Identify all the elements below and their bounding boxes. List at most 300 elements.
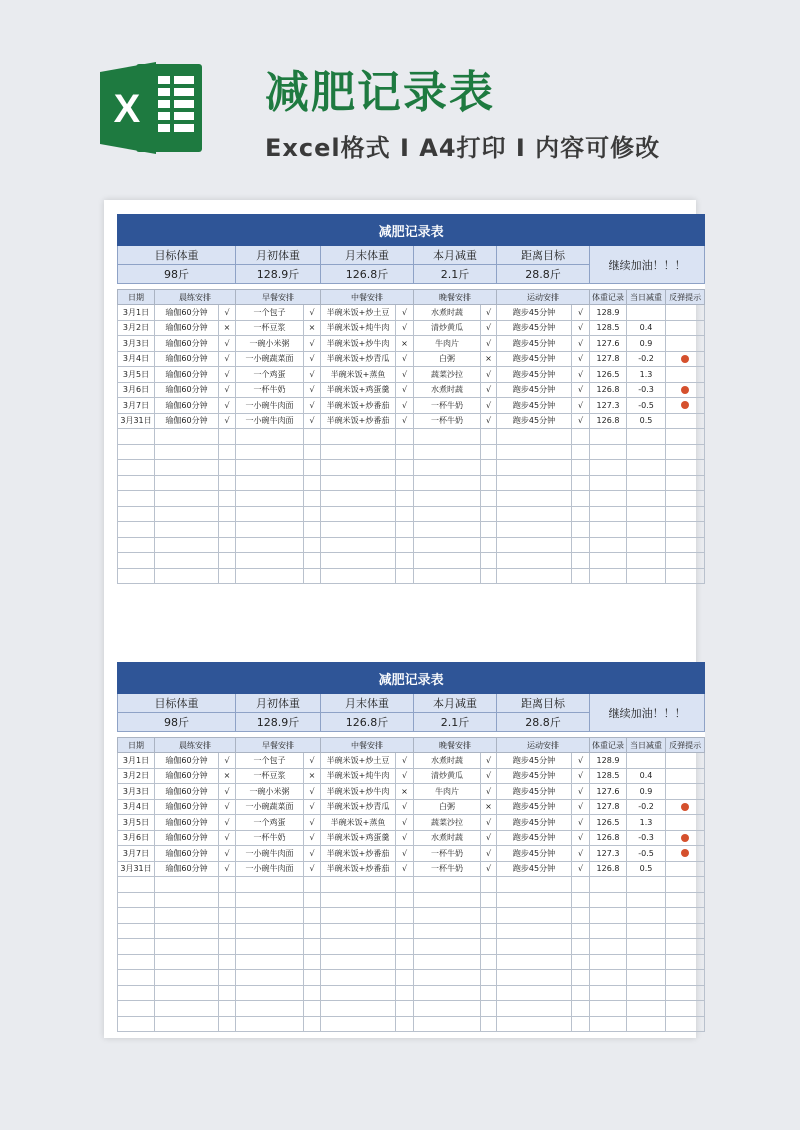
cell-breakfast-check[interactable]: √	[304, 305, 321, 321]
cell-morning-check[interactable]: √	[219, 351, 236, 367]
cell-breakfast[interactable]: 一个包子	[236, 753, 304, 769]
cell-breakfast[interactable]: 一小碗蔬菜面	[236, 351, 304, 367]
summary-label-end[interactable]: 月末体重	[321, 694, 414, 713]
cell-dinner[interactable]: 牛肉片	[414, 784, 481, 800]
cell-date[interactable]: 3月31日	[118, 861, 155, 877]
empty-cell[interactable]	[304, 460, 321, 476]
empty-cell[interactable]	[155, 568, 219, 584]
empty-cell[interactable]	[321, 892, 396, 908]
cell-lunch-check[interactable]: ×	[396, 336, 414, 352]
empty-cell[interactable]	[627, 568, 666, 584]
empty-cell[interactable]	[572, 970, 590, 986]
empty-cell[interactable]	[155, 954, 219, 970]
motto-cell[interactable]: 继续加油！！！	[590, 246, 705, 284]
empty-cell[interactable]	[321, 877, 396, 893]
cell-exercise[interactable]: 跑步45分钟	[497, 382, 572, 398]
empty-cell[interactable]	[118, 553, 155, 569]
cell-exercise-check[interactable]: √	[572, 799, 590, 815]
cell-weight[interactable]: 126.8	[590, 830, 627, 846]
empty-cell[interactable]	[497, 429, 572, 445]
summary-value-target[interactable]: 98斤	[118, 713, 236, 732]
cell-morning-check[interactable]: √	[219, 815, 236, 831]
empty-cell[interactable]	[481, 522, 497, 538]
empty-cell[interactable]	[666, 429, 705, 445]
motto-cell[interactable]: 继续加油！！！	[590, 694, 705, 732]
summary-value-end[interactable]: 126.8斤	[321, 713, 414, 732]
summary-label-monthly-loss[interactable]: 本月减重	[414, 694, 497, 713]
empty-cell[interactable]	[627, 939, 666, 955]
empty-cell[interactable]	[590, 1001, 627, 1017]
cell-exercise-check[interactable]: √	[572, 815, 590, 831]
cell-lunch[interactable]: 半碗米饭+炒番茄	[321, 398, 396, 414]
cell-rebound[interactable]	[666, 305, 705, 321]
empty-cell[interactable]	[219, 506, 236, 522]
empty-cell[interactable]	[414, 491, 481, 507]
cell-morning-check[interactable]: √	[219, 398, 236, 414]
empty-cell[interactable]	[666, 444, 705, 460]
cell-rebound[interactable]	[666, 861, 705, 877]
empty-cell[interactable]	[118, 537, 155, 553]
summary-label-target[interactable]: 目标体重	[118, 246, 236, 265]
empty-cell[interactable]	[590, 553, 627, 569]
cell-daily-loss[interactable]: -0.5	[627, 398, 666, 414]
empty-cell[interactable]	[590, 908, 627, 924]
cell-breakfast-check[interactable]: √	[304, 799, 321, 815]
cell-exercise[interactable]: 跑步45分钟	[497, 784, 572, 800]
cell-morning-check[interactable]: √	[219, 305, 236, 321]
col-header-breakfast[interactable]: 早餐安排	[236, 290, 321, 305]
cell-daily-loss[interactable]: -0.5	[627, 846, 666, 862]
cell-date[interactable]: 3月1日	[118, 753, 155, 769]
empty-cell[interactable]	[627, 506, 666, 522]
empty-cell[interactable]	[414, 537, 481, 553]
cell-morning[interactable]: 瑜伽60分钟	[155, 413, 219, 429]
empty-cell[interactable]	[155, 1016, 219, 1032]
empty-cell[interactable]	[572, 908, 590, 924]
cell-morning-check[interactable]: √	[219, 830, 236, 846]
cell-exercise[interactable]: 跑步45分钟	[497, 846, 572, 862]
cell-dinner[interactable]: 水煮时蔬	[414, 753, 481, 769]
cell-date[interactable]: 3月2日	[118, 768, 155, 784]
empty-cell[interactable]	[321, 475, 396, 491]
empty-cell[interactable]	[321, 1016, 396, 1032]
cell-lunch[interactable]: 半碗米饭+鸡蛋羹	[321, 830, 396, 846]
empty-cell[interactable]	[219, 522, 236, 538]
empty-cell[interactable]	[155, 522, 219, 538]
empty-cell[interactable]	[396, 491, 414, 507]
cell-date[interactable]: 3月7日	[118, 846, 155, 862]
empty-cell[interactable]	[572, 568, 590, 584]
empty-cell[interactable]	[219, 985, 236, 1001]
empty-cell[interactable]	[236, 429, 304, 445]
empty-cell[interactable]	[396, 939, 414, 955]
empty-cell[interactable]	[414, 985, 481, 1001]
empty-cell[interactable]	[396, 985, 414, 1001]
empty-cell[interactable]	[572, 985, 590, 1001]
cell-lunch-check[interactable]: √	[396, 846, 414, 862]
cell-lunch[interactable]: 半碗米饭+炒土豆	[321, 305, 396, 321]
empty-cell[interactable]	[236, 444, 304, 460]
empty-cell[interactable]	[414, 970, 481, 986]
empty-cell[interactable]	[414, 444, 481, 460]
empty-cell[interactable]	[321, 491, 396, 507]
empty-cell[interactable]	[414, 568, 481, 584]
empty-cell[interactable]	[572, 429, 590, 445]
empty-cell[interactable]	[572, 1016, 590, 1032]
empty-cell[interactable]	[497, 460, 572, 476]
cell-lunch-check[interactable]: √	[396, 799, 414, 815]
empty-cell[interactable]	[497, 1016, 572, 1032]
empty-cell[interactable]	[304, 877, 321, 893]
cell-morning-check[interactable]: √	[219, 336, 236, 352]
empty-cell[interactable]	[219, 970, 236, 986]
cell-dinner-check[interactable]: √	[481, 367, 497, 383]
cell-lunch-check[interactable]: √	[396, 320, 414, 336]
cell-morning[interactable]: 瑜伽60分钟	[155, 861, 219, 877]
cell-dinner-check[interactable]: √	[481, 768, 497, 784]
empty-cell[interactable]	[627, 892, 666, 908]
cell-morning[interactable]: 瑜伽60分钟	[155, 768, 219, 784]
summary-label-start[interactable]: 月初体重	[236, 694, 321, 713]
cell-date[interactable]: 3月7日	[118, 398, 155, 414]
empty-cell[interactable]	[572, 537, 590, 553]
cell-daily-loss[interactable]: 1.3	[627, 815, 666, 831]
empty-cell[interactable]	[321, 908, 396, 924]
cell-exercise-check[interactable]: √	[572, 320, 590, 336]
empty-cell[interactable]	[497, 970, 572, 986]
empty-cell[interactable]	[155, 908, 219, 924]
cell-dinner[interactable]: 清炒黄瓜	[414, 320, 481, 336]
empty-cell[interactable]	[236, 908, 304, 924]
cell-exercise[interactable]: 跑步45分钟	[497, 830, 572, 846]
cell-daily-loss[interactable]: 0.9	[627, 336, 666, 352]
cell-breakfast[interactable]: 一杯牛奶	[236, 830, 304, 846]
empty-cell[interactable]	[666, 939, 705, 955]
cell-breakfast-check[interactable]: √	[304, 753, 321, 769]
col-header-loss[interactable]: 当日减重	[627, 738, 666, 753]
empty-cell[interactable]	[396, 1016, 414, 1032]
cell-dinner[interactable]: 一杯牛奶	[414, 398, 481, 414]
empty-cell[interactable]	[481, 985, 497, 1001]
empty-cell[interactable]	[481, 877, 497, 893]
col-header-rebound[interactable]: 反弹提示	[666, 738, 705, 753]
col-header-morning[interactable]: 晨练安排	[155, 738, 236, 753]
empty-cell[interactable]	[396, 460, 414, 476]
empty-cell[interactable]	[414, 1016, 481, 1032]
cell-morning[interactable]: 瑜伽60分钟	[155, 367, 219, 383]
cell-exercise-check[interactable]: √	[572, 336, 590, 352]
empty-cell[interactable]	[396, 444, 414, 460]
empty-cell[interactable]	[118, 568, 155, 584]
empty-cell[interactable]	[590, 491, 627, 507]
cell-lunch-check[interactable]: √	[396, 753, 414, 769]
cell-dinner-check[interactable]: √	[481, 413, 497, 429]
summary-label-distance[interactable]: 距离目标	[497, 694, 590, 713]
empty-cell[interactable]	[236, 1001, 304, 1017]
cell-daily-loss[interactable]	[627, 753, 666, 769]
cell-morning-check[interactable]: √	[219, 799, 236, 815]
empty-cell[interactable]	[497, 491, 572, 507]
cell-morning[interactable]: 瑜伽60分钟	[155, 784, 219, 800]
empty-cell[interactable]	[219, 1001, 236, 1017]
cell-lunch-check[interactable]: ×	[396, 784, 414, 800]
cell-dinner[interactable]: 蔬菜沙拉	[414, 815, 481, 831]
empty-cell[interactable]	[627, 985, 666, 1001]
empty-cell[interactable]	[396, 429, 414, 445]
empty-cell[interactable]	[118, 985, 155, 1001]
cell-morning-check[interactable]: √	[219, 367, 236, 383]
empty-cell[interactable]	[304, 923, 321, 939]
empty-cell[interactable]	[304, 475, 321, 491]
cell-morning-check[interactable]: ×	[219, 320, 236, 336]
cell-date[interactable]: 3月6日	[118, 830, 155, 846]
cell-rebound[interactable]	[666, 846, 705, 862]
summary-label-monthly-loss[interactable]: 本月减重	[414, 246, 497, 265]
empty-cell[interactable]	[481, 923, 497, 939]
empty-cell[interactable]	[497, 892, 572, 908]
col-header-breakfast[interactable]: 早餐安排	[236, 738, 321, 753]
empty-cell[interactable]	[590, 537, 627, 553]
cell-breakfast-check[interactable]: √	[304, 830, 321, 846]
cell-breakfast[interactable]: 一个鸡蛋	[236, 367, 304, 383]
cell-morning[interactable]: 瑜伽60分钟	[155, 398, 219, 414]
cell-breakfast[interactable]: 一个鸡蛋	[236, 815, 304, 831]
cell-breakfast-check[interactable]: √	[304, 351, 321, 367]
empty-cell[interactable]	[666, 908, 705, 924]
empty-cell[interactable]	[236, 970, 304, 986]
col-header-rebound[interactable]: 反弹提示	[666, 290, 705, 305]
empty-cell[interactable]	[666, 985, 705, 1001]
empty-cell[interactable]	[155, 553, 219, 569]
empty-cell[interactable]	[321, 923, 396, 939]
empty-cell[interactable]	[414, 892, 481, 908]
empty-cell[interactable]	[572, 553, 590, 569]
cell-dinner[interactable]: 白粥	[414, 351, 481, 367]
empty-cell[interactable]	[321, 537, 396, 553]
empty-cell[interactable]	[414, 460, 481, 476]
empty-cell[interactable]	[321, 1001, 396, 1017]
empty-cell[interactable]	[481, 537, 497, 553]
cell-morning[interactable]: 瑜伽60分钟	[155, 320, 219, 336]
cell-exercise-check[interactable]: √	[572, 753, 590, 769]
empty-cell[interactable]	[627, 970, 666, 986]
cell-date[interactable]: 3月3日	[118, 336, 155, 352]
empty-cell[interactable]	[481, 1001, 497, 1017]
cell-dinner-check[interactable]: √	[481, 861, 497, 877]
cell-exercise[interactable]: 跑步45分钟	[497, 768, 572, 784]
cell-date[interactable]: 3月3日	[118, 784, 155, 800]
cell-dinner[interactable]: 清炒黄瓜	[414, 768, 481, 784]
cell-breakfast-check[interactable]: √	[304, 398, 321, 414]
empty-cell[interactable]	[497, 908, 572, 924]
empty-cell[interactable]	[572, 954, 590, 970]
empty-cell[interactable]	[118, 491, 155, 507]
cell-lunch-check[interactable]: √	[396, 351, 414, 367]
cell-dinner-check[interactable]: √	[481, 398, 497, 414]
empty-cell[interactable]	[627, 537, 666, 553]
cell-daily-loss[interactable]: 0.4	[627, 768, 666, 784]
cell-exercise-check[interactable]: √	[572, 305, 590, 321]
col-header-morning[interactable]: 晨练安排	[155, 290, 236, 305]
cell-breakfast[interactable]: 一小碗牛肉面	[236, 398, 304, 414]
empty-cell[interactable]	[414, 877, 481, 893]
summary-label-start[interactable]: 月初体重	[236, 246, 321, 265]
cell-dinner-check[interactable]: √	[481, 830, 497, 846]
cell-exercise[interactable]: 跑步45分钟	[497, 320, 572, 336]
empty-cell[interactable]	[304, 506, 321, 522]
empty-cell[interactable]	[572, 444, 590, 460]
empty-cell[interactable]	[627, 1016, 666, 1032]
cell-lunch-check[interactable]: √	[396, 398, 414, 414]
cell-exercise[interactable]: 跑步45分钟	[497, 799, 572, 815]
cell-lunch[interactable]: 半碗米饭+炒牛肉	[321, 784, 396, 800]
cell-lunch-check[interactable]: √	[396, 367, 414, 383]
cell-dinner-check[interactable]: √	[481, 382, 497, 398]
col-header-exercise[interactable]: 运动安排	[497, 738, 590, 753]
cell-date[interactable]: 3月6日	[118, 382, 155, 398]
cell-lunch-check[interactable]: √	[396, 305, 414, 321]
empty-cell[interactable]	[481, 1016, 497, 1032]
empty-cell[interactable]	[304, 568, 321, 584]
empty-cell[interactable]	[666, 877, 705, 893]
cell-lunch-check[interactable]: √	[396, 830, 414, 846]
cell-weight[interactable]: 128.9	[590, 753, 627, 769]
cell-lunch-check[interactable]: √	[396, 413, 414, 429]
empty-cell[interactable]	[155, 939, 219, 955]
empty-cell[interactable]	[666, 892, 705, 908]
empty-cell[interactable]	[304, 491, 321, 507]
empty-cell[interactable]	[304, 522, 321, 538]
empty-cell[interactable]	[155, 985, 219, 1001]
empty-cell[interactable]	[414, 553, 481, 569]
empty-cell[interactable]	[590, 506, 627, 522]
empty-cell[interactable]	[481, 954, 497, 970]
empty-cell[interactable]	[666, 553, 705, 569]
cell-weight[interactable]: 127.3	[590, 846, 627, 862]
sheet-title[interactable]: 减肥记录表	[118, 663, 705, 694]
cell-weight[interactable]: 126.5	[590, 367, 627, 383]
cell-lunch-check[interactable]: √	[396, 861, 414, 877]
empty-cell[interactable]	[414, 475, 481, 491]
empty-cell[interactable]	[590, 522, 627, 538]
empty-cell[interactable]	[627, 491, 666, 507]
empty-cell[interactable]	[627, 475, 666, 491]
cell-lunch[interactable]: 半碗米饭+炒青瓜	[321, 799, 396, 815]
summary-value-distance[interactable]: 28.8斤	[497, 265, 590, 284]
summary-value-monthly-loss[interactable]: 2.1斤	[414, 265, 497, 284]
col-header-lunch[interactable]: 中餐安排	[321, 290, 414, 305]
cell-lunch-check[interactable]: √	[396, 382, 414, 398]
empty-cell[interactable]	[304, 985, 321, 1001]
cell-exercise[interactable]: 跑步45分钟	[497, 305, 572, 321]
empty-cell[interactable]	[304, 892, 321, 908]
cell-breakfast[interactable]: 一小碗牛肉面	[236, 846, 304, 862]
empty-cell[interactable]	[155, 506, 219, 522]
cell-daily-loss[interactable]: 0.4	[627, 320, 666, 336]
empty-cell[interactable]	[219, 553, 236, 569]
empty-cell[interactable]	[118, 475, 155, 491]
cell-dinner-check[interactable]: √	[481, 753, 497, 769]
cell-rebound[interactable]	[666, 398, 705, 414]
cell-breakfast-check[interactable]: √	[304, 413, 321, 429]
cell-weight[interactable]: 126.8	[590, 861, 627, 877]
empty-cell[interactable]	[219, 908, 236, 924]
cell-morning-check[interactable]: √	[219, 413, 236, 429]
cell-morning-check[interactable]: √	[219, 784, 236, 800]
cell-exercise[interactable]: 跑步45分钟	[497, 413, 572, 429]
cell-exercise-check[interactable]: √	[572, 367, 590, 383]
empty-cell[interactable]	[236, 954, 304, 970]
empty-cell[interactable]	[118, 892, 155, 908]
empty-cell[interactable]	[627, 954, 666, 970]
empty-cell[interactable]	[627, 522, 666, 538]
empty-cell[interactable]	[304, 537, 321, 553]
cell-exercise-check[interactable]: √	[572, 768, 590, 784]
empty-cell[interactable]	[155, 429, 219, 445]
empty-cell[interactable]	[155, 877, 219, 893]
col-header-dinner[interactable]: 晚餐安排	[414, 290, 497, 305]
empty-cell[interactable]	[666, 923, 705, 939]
empty-cell[interactable]	[155, 892, 219, 908]
empty-cell[interactable]	[155, 923, 219, 939]
empty-cell[interactable]	[414, 954, 481, 970]
empty-cell[interactable]	[236, 522, 304, 538]
empty-cell[interactable]	[236, 491, 304, 507]
cell-exercise[interactable]: 跑步45分钟	[497, 367, 572, 383]
empty-cell[interactable]	[666, 1001, 705, 1017]
empty-cell[interactable]	[118, 429, 155, 445]
empty-cell[interactable]	[627, 444, 666, 460]
empty-cell[interactable]	[304, 954, 321, 970]
cell-daily-loss[interactable]	[627, 305, 666, 321]
empty-cell[interactable]	[118, 522, 155, 538]
cell-rebound[interactable]	[666, 382, 705, 398]
empty-cell[interactable]	[155, 460, 219, 476]
empty-cell[interactable]	[236, 553, 304, 569]
cell-exercise-check[interactable]: √	[572, 784, 590, 800]
empty-cell[interactable]	[304, 444, 321, 460]
empty-cell[interactable]	[321, 506, 396, 522]
empty-cell[interactable]	[236, 460, 304, 476]
cell-dinner-check[interactable]: √	[481, 320, 497, 336]
cell-morning[interactable]: 瑜伽60分钟	[155, 830, 219, 846]
empty-cell[interactable]	[236, 1016, 304, 1032]
cell-breakfast[interactable]: 一碗小米粥	[236, 784, 304, 800]
cell-date[interactable]: 3月31日	[118, 413, 155, 429]
empty-cell[interactable]	[590, 970, 627, 986]
empty-cell[interactable]	[666, 475, 705, 491]
empty-cell[interactable]	[481, 553, 497, 569]
col-header-date[interactable]: 日期	[118, 738, 155, 753]
empty-cell[interactable]	[481, 475, 497, 491]
cell-exercise-check[interactable]: √	[572, 846, 590, 862]
cell-exercise-check[interactable]: √	[572, 861, 590, 877]
cell-breakfast[interactable]: 一碗小米粥	[236, 336, 304, 352]
cell-dinner[interactable]: 一杯牛奶	[414, 846, 481, 862]
cell-breakfast-check[interactable]: √	[304, 336, 321, 352]
empty-cell[interactable]	[481, 429, 497, 445]
cell-dinner-check[interactable]: √	[481, 784, 497, 800]
cell-dinner[interactable]: 一杯牛奶	[414, 413, 481, 429]
empty-cell[interactable]	[118, 954, 155, 970]
empty-cell[interactable]	[572, 1001, 590, 1017]
empty-cell[interactable]	[396, 475, 414, 491]
cell-lunch[interactable]: 半碗米饭+炖牛肉	[321, 320, 396, 336]
empty-cell[interactable]	[590, 429, 627, 445]
cell-breakfast-check[interactable]: ×	[304, 768, 321, 784]
empty-cell[interactable]	[219, 491, 236, 507]
cell-weight[interactable]: 126.8	[590, 382, 627, 398]
